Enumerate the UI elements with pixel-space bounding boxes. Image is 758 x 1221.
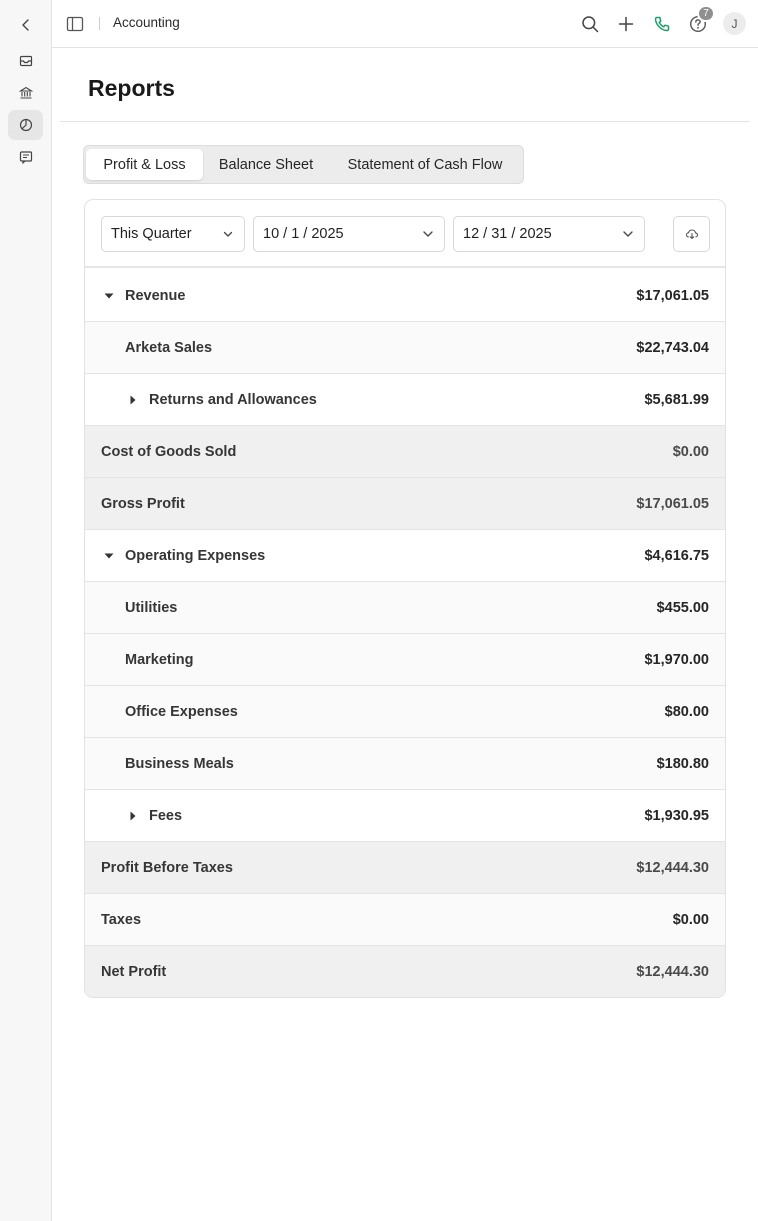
row-taxes (85, 894, 725, 946)
end-date-value: 12 / 31 / 2025 (463, 226, 552, 242)
row-label: Utilities (125, 600, 178, 616)
plus-icon (617, 15, 635, 33)
row-amount: $0.00 (672, 444, 709, 460)
row-fees[interactable] (85, 790, 725, 842)
rail-item-banking[interactable] (8, 78, 43, 108)
row-office-expenses (85, 686, 725, 738)
sidebar-toggle-icon[interactable] (66, 15, 84, 33)
left-rail (0, 0, 52, 1221)
row-label: Profit Before Taxes (101, 860, 233, 876)
row-amount: $180.80 (656, 756, 709, 772)
row-amount: $80.00 (664, 704, 709, 720)
tab-balance-sheet[interactable]: Balance Sheet (218, 156, 314, 173)
row-profit-before-taxes (85, 842, 725, 894)
row-amount: $22,743.04 (636, 340, 709, 356)
tab-profit-and-loss[interactable]: Profit & Loss (86, 149, 203, 180)
search-icon (581, 15, 599, 33)
rail-item-reports[interactable] (8, 110, 43, 140)
row-revenue[interactable] (85, 270, 725, 322)
chevron-down-icon (222, 228, 234, 240)
row-amount: $5,681.99 (644, 392, 709, 408)
row-amount: $1,930.95 (644, 808, 709, 824)
row-amount: $17,061.05 (636, 496, 709, 512)
row-net-profit (85, 946, 725, 998)
topbar-divider (99, 17, 100, 30)
report-card (84, 199, 726, 998)
caret-right-icon[interactable] (128, 811, 138, 821)
user-avatar[interactable]: J (723, 12, 746, 35)
receipt-icon (19, 150, 33, 164)
row-label: Marketing (125, 652, 194, 668)
row-label: Returns and Allowances (149, 392, 317, 408)
start-date-picker[interactable] (253, 216, 445, 252)
row-arketa-sales (85, 322, 725, 374)
phone-button[interactable] (651, 13, 673, 35)
back-button[interactable] (8, 10, 43, 40)
download-button[interactable] (673, 216, 710, 252)
row-label: Office Expenses (125, 704, 238, 720)
report-table (85, 270, 725, 998)
tab-statement-of-cash-flow[interactable]: Statement of Cash Flow (347, 156, 503, 173)
rail-item-ledger[interactable] (8, 142, 43, 172)
chevron-down-icon (622, 228, 634, 240)
filter-bar (85, 200, 725, 268)
row-operating-expenses[interactable] (85, 530, 725, 582)
row-returns-and-allowances[interactable] (85, 374, 725, 426)
row-amount: $17,061.05 (636, 288, 709, 304)
row-marketing (85, 634, 725, 686)
notification-badge: 7 (697, 5, 715, 22)
row-gross-profit (85, 478, 725, 530)
end-date-picker[interactable] (453, 216, 645, 252)
page-title: Reports (88, 75, 175, 101)
row-label: Taxes (101, 912, 142, 928)
caret-down-icon[interactable] (104, 291, 114, 301)
row-business-meals (85, 738, 725, 790)
cloud-download-icon (685, 227, 699, 241)
row-label: Fees (149, 808, 183, 824)
row-amount: $1,970.00 (644, 652, 709, 668)
chevron-left-icon (19, 18, 33, 32)
row-amount: $12,444.30 (636, 860, 709, 876)
start-date-value: 10 / 1 / 2025 (263, 226, 344, 242)
pie-chart-icon (19, 118, 33, 132)
search-button[interactable] (579, 13, 601, 35)
row-amount: $12,444.30 (636, 964, 709, 980)
row-amount: $455.00 (656, 600, 709, 616)
period-select-value: This Quarter (111, 226, 192, 242)
row-amount: $4,616.75 (644, 548, 709, 564)
rail-item-inbox[interactable] (8, 46, 43, 76)
row-label: Arketa Sales (125, 340, 213, 356)
row-label: Business Meals (125, 756, 234, 772)
row-label: Operating Expenses (125, 548, 266, 564)
report-tabs (83, 145, 524, 184)
caret-right-icon[interactable] (128, 395, 138, 405)
chevron-down-icon (422, 228, 434, 240)
row-label: Gross Profit (101, 496, 185, 512)
row-amount: $0.00 (672, 912, 709, 928)
period-select[interactable] (101, 216, 245, 252)
inbox-icon (19, 54, 33, 68)
top-bar (52, 0, 758, 48)
title-divider (60, 121, 750, 122)
caret-down-icon[interactable] (104, 551, 114, 561)
row-label: Net Profit (101, 964, 167, 980)
add-button[interactable] (615, 13, 637, 35)
row-label: Revenue (125, 288, 186, 304)
row-label: Cost of Goods Sold (101, 444, 237, 460)
breadcrumb-title[interactable]: Accounting (113, 15, 180, 30)
bank-icon (19, 86, 33, 100)
row-utilities (85, 582, 725, 634)
phone-icon (653, 15, 671, 33)
row-cost-of-goods-sold (85, 426, 725, 478)
